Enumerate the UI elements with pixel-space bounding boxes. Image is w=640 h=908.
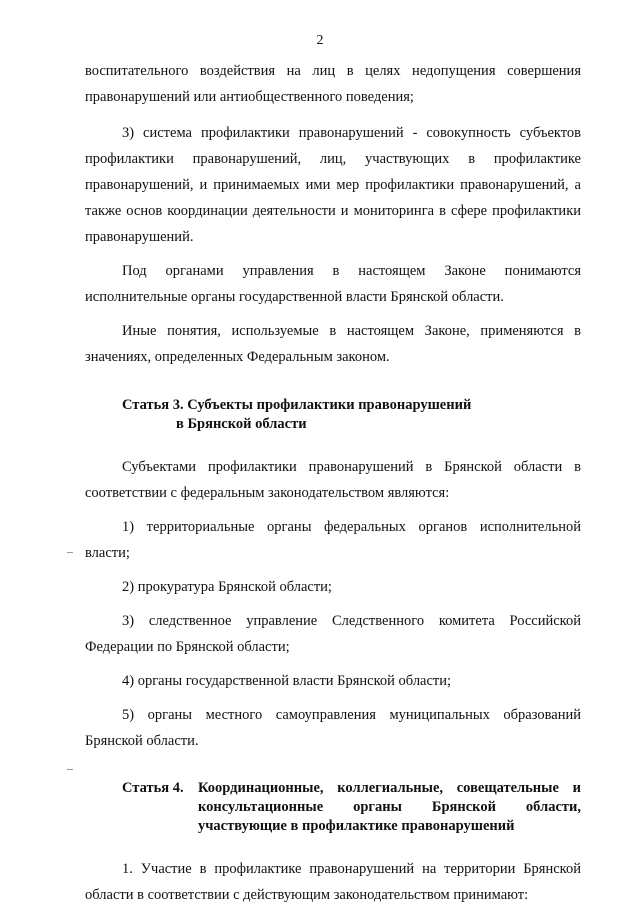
heading-line: Координационные, коллегиальные, совещательные и	[198, 780, 581, 796]
list-item: 4) органы государственной власти Брянской области;	[122, 673, 452, 689]
scan-mark	[67, 552, 73, 553]
heading-line: участвующие в профилактике правонарушений	[198, 818, 515, 834]
heading-line: в Брянской области	[176, 416, 307, 432]
article-4-heading	[85, 779, 581, 836]
page-number: 2	[316, 33, 324, 48]
paragraph: Под органами управления в настоящем Законе понимаются исполнительные органы государственной власти Брянской области.	[85, 263, 581, 305]
heading-line: Статья 3. Субъекты профилактики правонарушений	[122, 397, 472, 413]
paragraph: воспитательного воздействия на лиц в целях недопущения совершения правонарушений или антиобщественного поведения;	[85, 63, 581, 105]
document-body	[85, 58, 581, 908]
scan-mark	[67, 769, 73, 770]
list-item: 2) прокуратура Брянской области;	[122, 579, 332, 595]
heading-label: Статья 4.	[122, 780, 184, 796]
paragraph: 3) система профилактики правонарушений - совокупность субъектов профилактики правонарушений, лиц, участвующих в профилактике правонарушений, и принимаемых ими мер профилактики правонарушений, а также основ координации деятельности и мониторинга в сфере профилактики правонарушений.	[85, 125, 581, 245]
list-item: 3) следственное управление Следственного комитета Российской Федерации по Брянской области;	[85, 613, 581, 655]
paragraph: 1. Участие в профилактике правонарушений на территории Брянской области в соответствии с действующим законодательством принимают:	[85, 861, 581, 903]
article-3-heading	[85, 396, 581, 434]
list-item: 1) территориальные органы федеральных органов исполнительной власти;	[85, 519, 581, 561]
heading-line: консультационные органы Брянской области,	[198, 799, 581, 815]
list-item: 5) органы местного самоуправления муниципальных образований Брянской области.	[85, 707, 581, 749]
paragraph: Субъектами профилактики правонарушений в Брянской области в соответствии с федеральным законодательством являются:	[85, 459, 581, 501]
paragraph: Иные понятия, используемые в настоящем Законе, применяются в значениях, определенных Федеральным законом.	[85, 323, 581, 365]
